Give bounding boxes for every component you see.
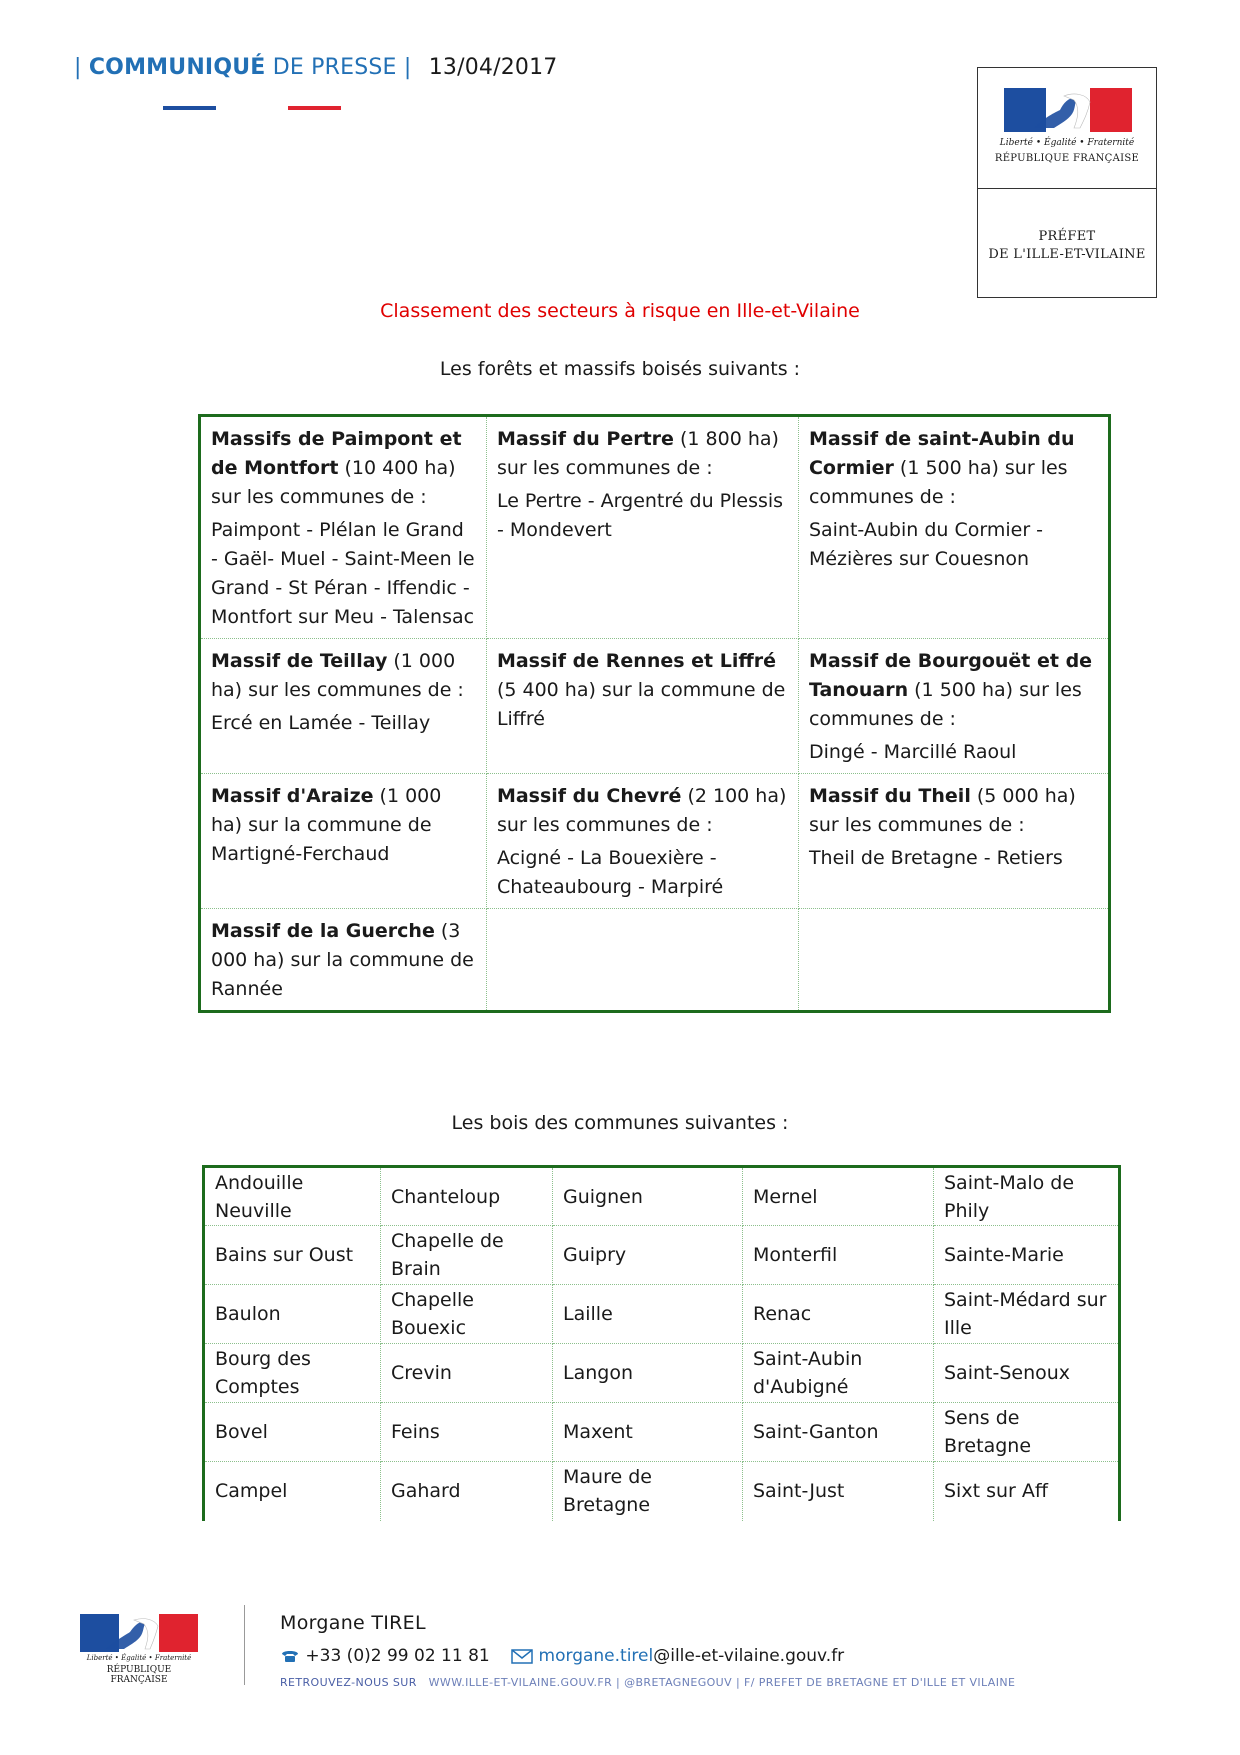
logo-prefet	[978, 228, 1156, 264]
massif-details: (2 100 ha) sur les communes de :	[496, 785, 787, 836]
commune-cell: Saint-Just	[743, 1462, 934, 1521]
document-title: Classement des secteurs à risque en Ille-et-Vilaine	[380, 300, 860, 322]
massif-name: Massif de Rennes et Liffré	[496, 650, 777, 672]
header-date: 13/04/2017	[428, 55, 558, 80]
twitter-link[interactable]: @BRETAGNEGOUV	[624, 1676, 733, 1689]
logo-prefet-line2: DE L'ILLE-ET-VILAINE	[988, 247, 1146, 262]
massif-description	[809, 782, 1098, 840]
email-icon	[511, 1648, 533, 1669]
phone-icon	[280, 1648, 300, 1669]
press-header	[74, 55, 558, 80]
contact-name	[280, 1612, 426, 1634]
massif-description	[497, 647, 788, 734]
massif-details: (3 000 ha) sur la commune de Rannée	[211, 920, 474, 1000]
massif-details: (10 400 ha) sur les communes de :	[211, 457, 456, 508]
massif-description	[211, 782, 476, 869]
commune-cell: Langon	[553, 1344, 743, 1403]
contact-last-name: TIREL	[371, 1612, 426, 1634]
massif-name: Massif de saint-Aubin du Cormier	[808, 428, 1075, 479]
commune-cell: Saint-Malo de Phily	[934, 1167, 1120, 1226]
massif-name: Massif de la Guerche	[211, 920, 435, 942]
massif-cell	[798, 774, 1109, 909]
commune-cell: Saint-Aubin d'Aubigné	[743, 1344, 934, 1403]
commune-cell: Guipry	[553, 1226, 743, 1285]
bois-table	[202, 1165, 1121, 1521]
massif-cell	[486, 639, 798, 774]
commune-cell: Bourg des Comptes	[204, 1344, 381, 1403]
logo-republique: RÉPUBLIQUE FRANÇAISE	[994, 153, 1140, 164]
massif-name: Massif de Bourgouët et de Tanouarn	[808, 650, 1093, 701]
massif-cell	[200, 774, 487, 909]
massifs-row	[200, 909, 1110, 1012]
decorative-red-dash	[288, 106, 341, 110]
header-de-presse: DE PRESSE	[272, 55, 397, 80]
massifs-table	[198, 414, 1111, 1013]
bois-row	[204, 1462, 1120, 1521]
massif-description	[809, 647, 1098, 734]
massif-communes: Saint-Aubin du Cormier - Mézières sur Couesnon	[808, 519, 1044, 570]
massif-description	[211, 647, 476, 705]
commune-cell: Feins	[381, 1403, 553, 1462]
commune-cell: Guignen	[553, 1167, 743, 1226]
massif-description	[497, 425, 788, 483]
commune-cell: Maure de Bretagne	[553, 1462, 743, 1521]
commune-cell: Baulon	[204, 1285, 381, 1344]
bois-row	[204, 1403, 1120, 1462]
massif-name: Massif d'Araize	[211, 785, 374, 807]
massif-details: (5 400 ha) sur la commune de Liffré	[496, 679, 786, 730]
commune-cell: Saint-Senoux	[934, 1344, 1120, 1403]
massif-cell	[486, 774, 798, 909]
massif-details: (1 500 ha) sur les communes de :	[808, 457, 1068, 508]
massif-cell	[486, 416, 798, 639]
massif-communes: Ercé en Lamée - Teillay	[211, 712, 431, 734]
massif-communes: Acigné - La Bouexière - Chateaubourg - Marpiré	[496, 847, 724, 898]
facebook-link[interactable]: F/ PREFET DE BRETAGNE ET D'ILLE ET VILAINE	[743, 1676, 1016, 1689]
massif-communes: Le Pertre - Argentré du Plessis - Mondevert	[496, 490, 784, 541]
massifs-row	[200, 639, 1110, 774]
massif-cell	[200, 639, 487, 774]
forets-heading: Les forêts et massifs boisés suivants :	[439, 358, 801, 380]
header-bar-left: |	[74, 55, 82, 80]
website-link[interactable]: WWW.ILLE-ET-VILAINE.GOUV.FR	[428, 1676, 613, 1689]
contact-email-domain: @ille-et-vilaine.gouv.fr	[653, 1646, 845, 1666]
commune-cell: Chapelle de Brain	[381, 1226, 553, 1285]
marianne-logo-icon	[1004, 88, 1132, 132]
massif-communes: Dingé - Marcillé Raoul	[808, 741, 1017, 763]
massif-name: Massif du Theil	[808, 785, 971, 807]
massifs-row	[200, 774, 1110, 909]
massif-description	[497, 782, 788, 840]
empty-cell	[486, 909, 798, 1012]
commune-cell: Renac	[743, 1285, 934, 1344]
massif-description	[211, 425, 476, 512]
header-bar-right: |	[403, 55, 412, 80]
massif-details: (1 000 ha) sur les communes de :	[211, 650, 464, 701]
massif-details: (5 000 ha) sur les communes de :	[808, 785, 1076, 836]
massif-name: Massif de Teillay	[211, 650, 388, 672]
bois-heading: Les bois des communes suivantes :	[451, 1112, 789, 1134]
commune-cell: Laille	[553, 1285, 743, 1344]
massif-name: Massifs de Paimpont et de Montfort	[211, 428, 462, 479]
decorative-blue-dash	[163, 106, 216, 110]
contact-first-name: Morgane	[280, 1612, 366, 1634]
header-communique: COMMUNIQUÉ	[88, 55, 266, 80]
logo-divider	[978, 188, 1156, 189]
massif-communes: Paimpont - Plélan le Grand - Gaël- Muel - Saint-Meen le Grand - St Péran - Iffendic - Montfort sur Meu - Talensac	[211, 519, 475, 628]
commune-cell: Chapelle Bouexic	[381, 1285, 553, 1344]
links-line: RETROUVEZ-NOUS SUR WWW.ILLE-ET-VILAINE.GOUV.FR | @BRETAGNEGOUV | F/ PREFET DE BRETAGNE ET D'ILLE ET VILAINE	[280, 1676, 1016, 1689]
contact-line	[280, 1646, 844, 1669]
contact-email-link[interactable]	[539, 1646, 845, 1666]
commune-cell: Chanteloup	[381, 1167, 553, 1226]
massif-name: Massif du Pertre	[496, 428, 674, 450]
logo-motto: Liberté • Égalité • Fraternité	[999, 138, 1135, 148]
links-prefix: RETROUVEZ-NOUS SUR	[280, 1676, 417, 1689]
massif-cell	[798, 416, 1109, 639]
commune-cell: Sens de Bretagne	[934, 1403, 1120, 1462]
commune-cell: Sainte-Marie	[934, 1226, 1120, 1285]
footer-marianne-icon	[80, 1614, 198, 1652]
massif-communes: Theil de Bretagne - Retiers	[808, 847, 1063, 869]
massif-cell	[200, 909, 487, 1012]
massif-cell	[798, 639, 1109, 774]
massif-description	[809, 425, 1098, 512]
footer-logo	[80, 1614, 198, 1685]
bois-row	[204, 1344, 1120, 1403]
contact-email-user: morgane.tirel	[538, 1646, 654, 1666]
massifs-row	[200, 416, 1110, 639]
commune-cell: Maxent	[553, 1403, 743, 1462]
commune-cell: Saint-Ganton	[743, 1403, 934, 1462]
footer-logo-motto: Liberté • Égalité • Fraternité	[86, 1654, 192, 1662]
massif-name: Massif du Chevré	[496, 785, 682, 807]
massif-details: (1 000 ha) sur la commune de Martigné-Ferchaud	[211, 785, 442, 865]
bois-row	[204, 1167, 1120, 1226]
commune-cell: Crevin	[381, 1344, 553, 1403]
empty-cell	[798, 909, 1109, 1012]
commune-cell: Bovel	[204, 1403, 381, 1462]
contact-phone[interactable]: +33 (0)2 99 02 11 81	[305, 1646, 490, 1666]
massif-cell	[200, 416, 487, 639]
commune-cell: Mernel	[743, 1167, 934, 1226]
bois-row	[204, 1285, 1120, 1344]
commune-cell: Saint-Médard sur Ille	[934, 1285, 1120, 1344]
commune-cell: Gahard	[381, 1462, 553, 1521]
commune-cell: Andouille Neuville	[204, 1167, 381, 1226]
footer-logo-republique: RÉPUBLIQUE FRANÇAISE	[106, 1665, 172, 1685]
prefecture-logo-block	[977, 67, 1157, 298]
massif-details: (1 500 ha) sur les communes de :	[808, 679, 1082, 730]
commune-cell: Monterfil	[743, 1226, 934, 1285]
footer-divider	[244, 1605, 245, 1685]
logo-prefet-line1: PRÉFET	[1038, 229, 1096, 244]
massif-description	[211, 917, 476, 1004]
commune-cell: Sixt sur Aff	[934, 1462, 1120, 1521]
commune-cell: Campel	[204, 1462, 381, 1521]
massif-details: (1 800 ha) sur les communes de :	[496, 428, 779, 479]
commune-cell: Bains sur Oust	[204, 1226, 381, 1285]
bois-row	[204, 1226, 1120, 1285]
